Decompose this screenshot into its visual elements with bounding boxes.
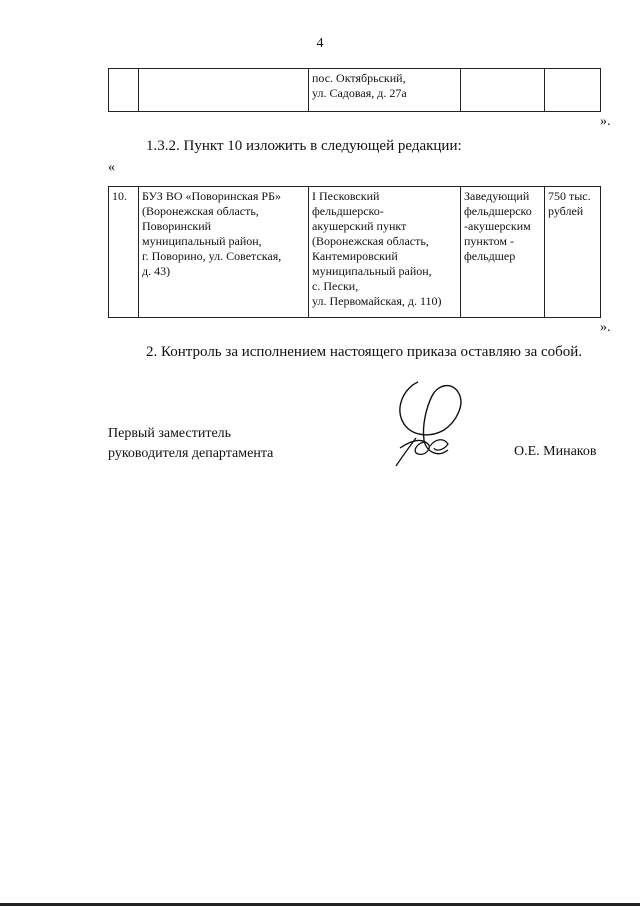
clause-text: 1.3.2. Пункт 10 изложить в следующей редакции: xyxy=(146,138,462,154)
opening-quote: « xyxy=(108,160,115,175)
signatory-name: О.Е. Минаков xyxy=(514,444,597,459)
table-top xyxy=(108,68,601,112)
table-cell xyxy=(109,69,139,112)
table-cell-position: Заведующий фельдшерско -акушерским пунктом - фельдшер xyxy=(461,187,545,318)
closing-quote: ». xyxy=(600,320,611,335)
position-line-2: руководителя департамента xyxy=(108,446,274,461)
table-cell-amount: 750 тыс. рублей xyxy=(545,187,601,318)
handwritten-signature xyxy=(382,378,478,470)
bottom-edge-line xyxy=(0,903,640,906)
table-cell xyxy=(461,69,545,112)
signatory-position xyxy=(108,424,273,464)
table-cell-institution: БУЗ ВО «Поворинская РБ» (Воронежская область, Поворинский муниципальный район, г. Поворино, ул. Советская, д. 43) xyxy=(139,187,309,318)
table-row xyxy=(109,187,601,318)
paragraph-2: 2. Контроль за исполнением настоящего приказа оставляю за собой. xyxy=(146,344,583,360)
table-main xyxy=(108,186,601,318)
page-number: 4 xyxy=(316,36,324,51)
table-cell: пос. Октябрьский, ул. Садовая, д. 27а xyxy=(309,69,461,112)
closing-quote: ». xyxy=(600,114,611,129)
table-row xyxy=(109,69,601,112)
position-line-1: Первый заместитель xyxy=(108,426,232,441)
table-cell xyxy=(139,69,309,112)
table-cell-number: 10. xyxy=(109,187,139,318)
table-cell xyxy=(545,69,601,112)
table-cell-unit: I Песковский фельдшерско- акушерский пункт (Воронежская область, Кантемировский муниципальный район, с. Пески, ул. Первомайская, д. 110) xyxy=(309,187,461,318)
